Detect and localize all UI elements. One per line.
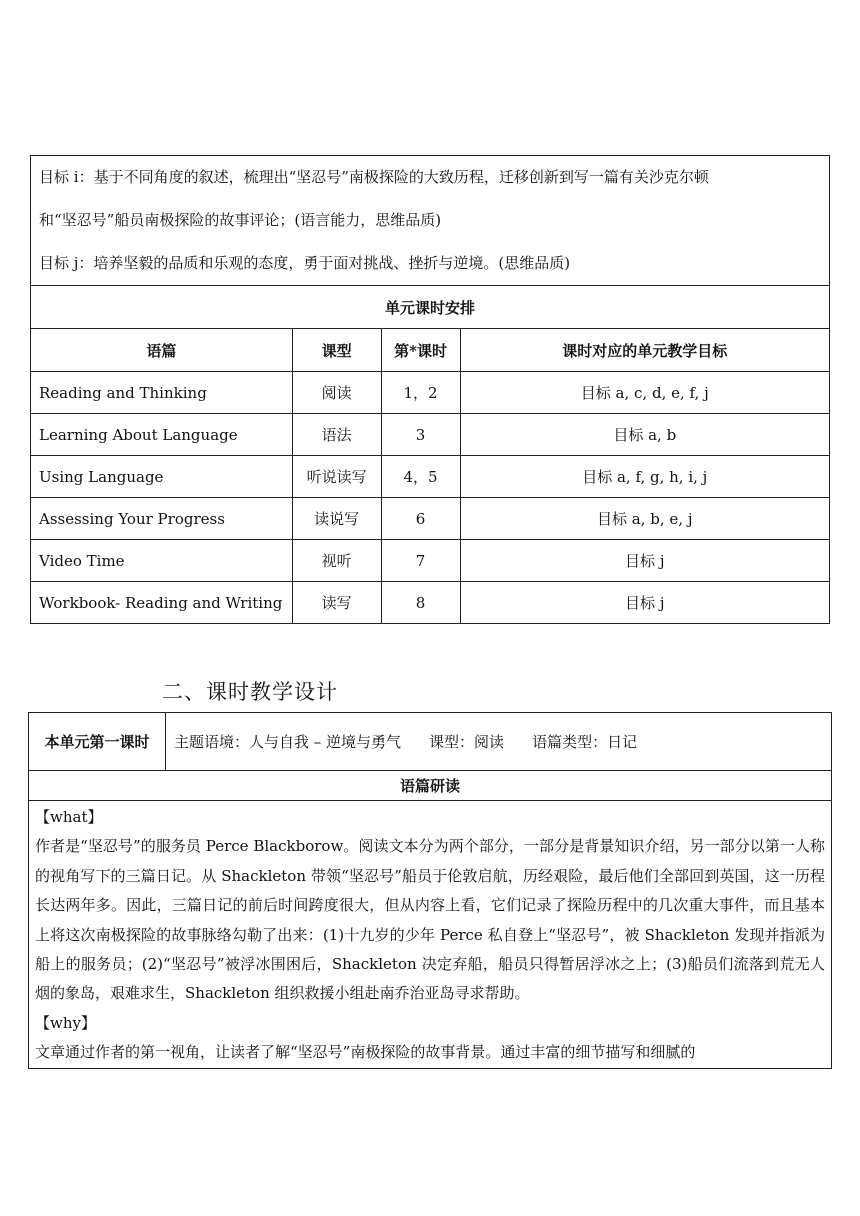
table-row — [31, 582, 830, 624]
lesson-type: 课型：阅读 — [429, 733, 505, 751]
theme-context: 主题语境：人与自我 – 逆境与勇气 — [174, 733, 402, 751]
table-row — [31, 372, 830, 414]
unit-goals-schedule-table — [30, 155, 830, 624]
row-text: Video Time — [31, 540, 293, 582]
lesson-label: 本单元第一课时 — [29, 713, 166, 771]
goal-i-line1: 目标 i：基于不同角度的叙述，梳理出“坚忍号”南极探险的大致历程，迁移创新到写一篇有关沙克尔顿 — [39, 168, 709, 186]
row-period: 3 — [381, 414, 460, 456]
row-type: 阅读 — [292, 372, 381, 414]
row-goals: 目标 a, f, g, h, i, j — [460, 456, 829, 498]
col-header-type: 课型 — [292, 329, 381, 372]
row-period: 7 — [381, 540, 460, 582]
table-row — [31, 414, 830, 456]
row-text: Workbook- Reading and Writing — [31, 582, 293, 624]
table-row — [31, 456, 830, 498]
row-type: 听说读写 — [292, 456, 381, 498]
text-study-content — [29, 801, 832, 1069]
row-period: 1，2 — [381, 372, 460, 414]
row-type: 读写 — [292, 582, 381, 624]
lesson-context — [166, 713, 832, 771]
row-goals: 目标 a, c, d, e, f, j — [460, 372, 829, 414]
col-header-text: 语篇 — [31, 329, 293, 372]
col-header-goals: 课时对应的单元教学目标 — [460, 329, 829, 372]
text-genre: 语篇类型：日记 — [532, 733, 638, 751]
row-period: 8 — [381, 582, 460, 624]
row-text: Assessing Your Progress — [31, 498, 293, 540]
lesson-design-table — [28, 712, 832, 1069]
what-paragraph: 作者是“坚忍号”的服务员 Perce Blackborow。阅读文本分为两个部分，一部分是背景知识介绍，另一部分以第一人称的视角写下的三篇日记。从 Shackleton 带领“坚忍号”船员于伦敦启航，历经艰险，最后他们全部回到英国，这一历程长达两年多。因此，三篇日记的前后时间跨度很大，但从内容上看，它们记录了探险历程中的几次重大事件，而且基本上将这次南极探险的故事脉络勾勒了出来：(1)十九岁的少年 Perce 私自登上“坚忍号”，被 Shackleton 发现并指派为船上的服务员；(2)“坚忍号”被浮冰围困后，Shackleton 决定弃船，船员只得暂居浮冰之上；(3)船员们流落到荒无人烟的象岛，艰难求生，Shackleton 组织救援小组赴南乔治亚岛寻求帮助。 — [35, 837, 825, 1003]
row-goals: 目标 j — [460, 540, 829, 582]
row-type: 语法 — [292, 414, 381, 456]
row-text: Using Language — [31, 456, 293, 498]
why-label: 【why】 — [35, 1013, 96, 1032]
col-header-period: 第*课时 — [381, 329, 460, 372]
row-text: Reading and Thinking — [31, 372, 293, 414]
goal-j-line: 目标 j：培养坚毅的品质和乐观的态度，勇于面对挑战、挫折与逆境。(思维品质) — [39, 254, 571, 272]
row-goals: 目标 a, b — [460, 414, 829, 456]
row-type: 视听 — [292, 540, 381, 582]
row-period: 4，5 — [381, 456, 460, 498]
table-row — [31, 540, 830, 582]
row-text: Learning About Language — [31, 414, 293, 456]
table-row — [31, 498, 830, 540]
why-paragraph: 文章通过作者的第一视角，让读者了解“坚忍号”南极探险的故事背景。通过丰富的细节描写和细腻的 — [35, 1043, 696, 1062]
row-type: 读说写 — [292, 498, 381, 540]
row-goals: 目标 a, b, e, j — [460, 498, 829, 540]
row-goals: 目标 j — [460, 582, 829, 624]
unit-goals-cell — [31, 156, 830, 286]
schedule-title: 单元课时安排 — [31, 286, 830, 329]
goal-i-line2: 和“坚忍号”船员南极探险的故事评论；(语言能力，思维品质) — [39, 211, 442, 229]
row-period: 6 — [381, 498, 460, 540]
section-title: 二、课时教学设计 — [162, 680, 338, 704]
text-study-title: 语篇研读 — [29, 771, 832, 801]
what-label: 【what】 — [35, 808, 103, 826]
